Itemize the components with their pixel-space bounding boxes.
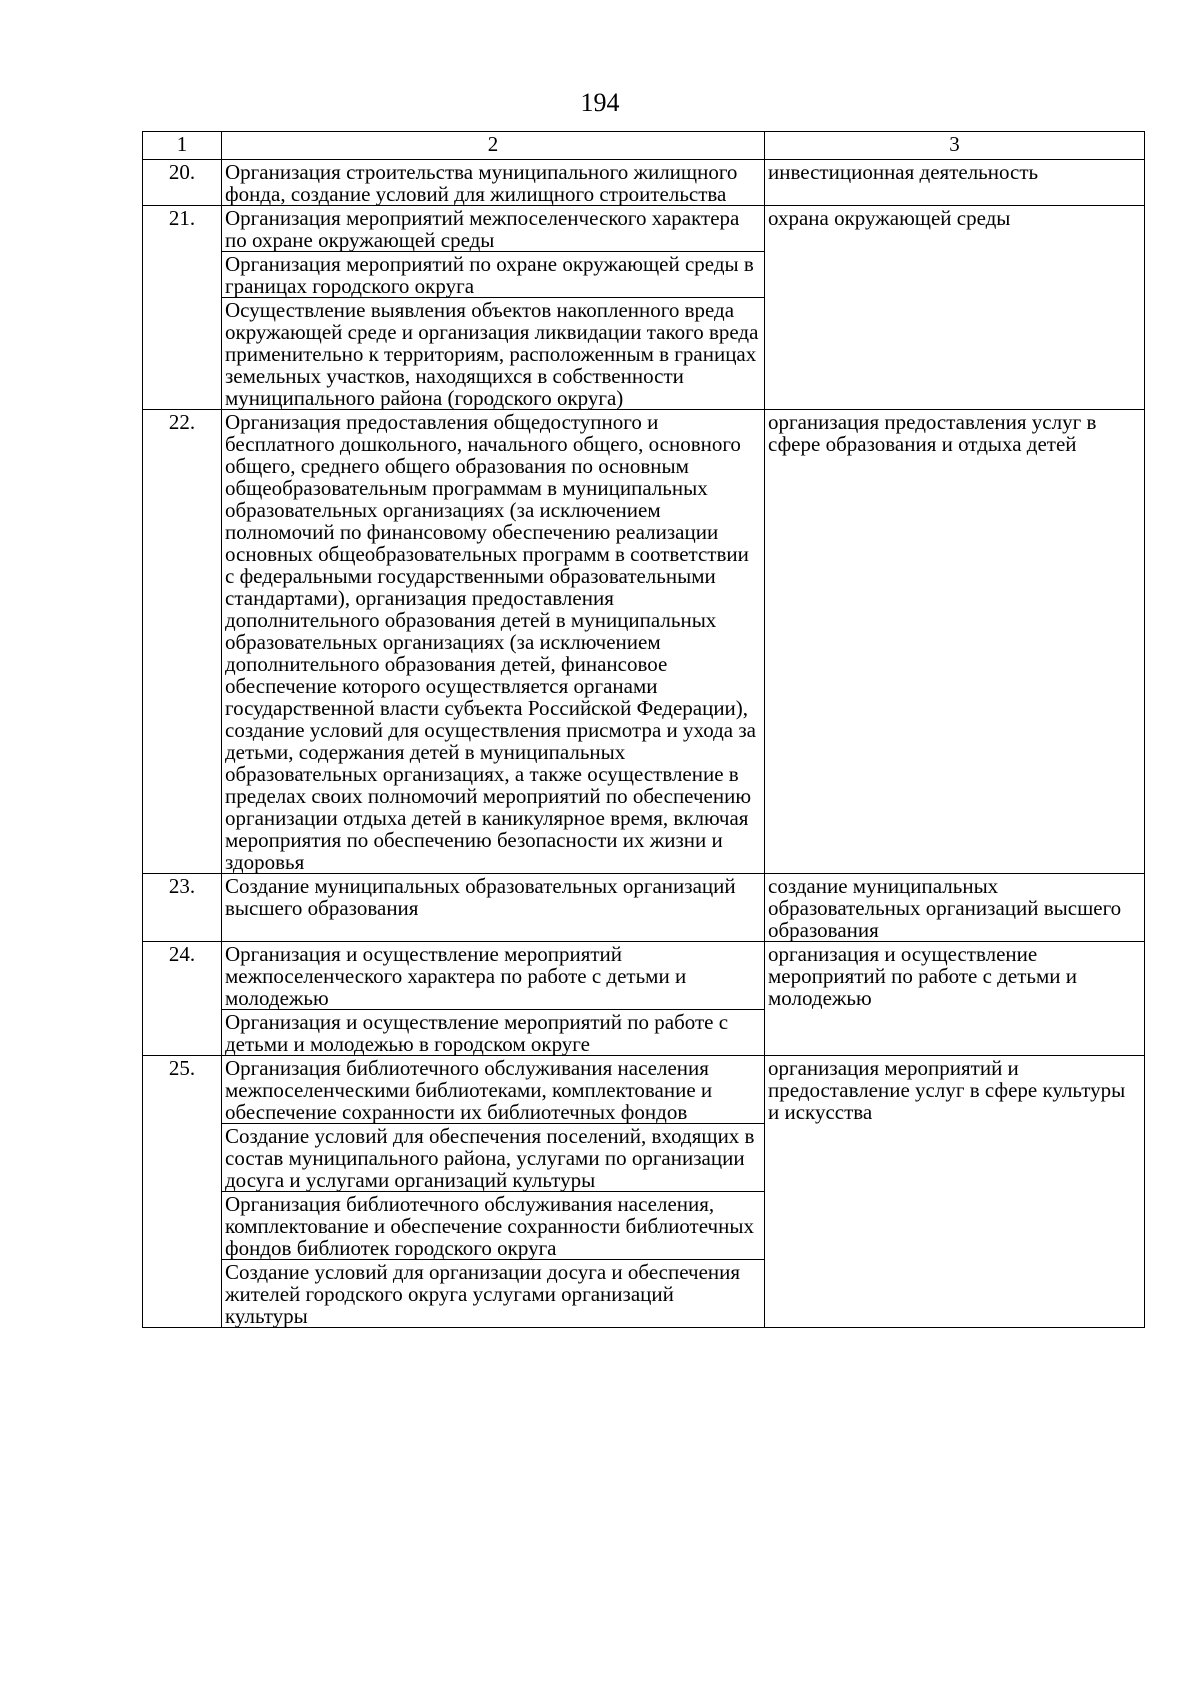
powers-table	[142, 131, 1145, 1328]
table-row	[143, 160, 1145, 206]
power-description: Создание условий для обеспечения поселений, входящих в состав муниципального района, услугами по организации досуга и услугами организаций культуры	[222, 1124, 765, 1192]
power-description: Организация и осуществление мероприятий межпоселенческого характера по работе с детьми и молодежью	[222, 942, 765, 1010]
power-description: Создание муниципальных образовательных организаций высшего образования	[222, 874, 765, 942]
power-description: Организация и осуществление мероприятий по работе с детьми и молодежью в городском округе	[222, 1010, 765, 1056]
power-description: Организация мероприятий межпоселенческого характера по охране окружающей среды	[222, 206, 765, 252]
power-description: Организация мероприятий по охране окружающей среды в границах городского округа	[222, 252, 765, 298]
table-row	[143, 1056, 1145, 1124]
row-number: 23.	[143, 874, 222, 942]
table-row	[143, 942, 1145, 1010]
activity-area: создание муниципальных образовательных организаций высшего образования	[765, 874, 1145, 942]
power-description: Организация библиотечного обслуживания населения, комплектование и обеспечение сохранности библиотечных фондов библиотек городского округа	[222, 1192, 765, 1260]
table-row	[143, 206, 1145, 252]
power-description: Создание условий для организации досуга и обеспечения жителей городского округа услугами организаций культуры	[222, 1260, 765, 1328]
activity-area: организация мероприятий и предоставление услуг в сфере культуры и искусства	[765, 1056, 1145, 1328]
row-number: 25.	[143, 1056, 222, 1328]
row-number: 21.	[143, 206, 222, 410]
power-description: Осуществление выявления объектов накопленного вреда окружающей среде и организация ликвидации такого вреда применительно к территориям, расположенным в границах земельных участков, находящихся в собственности муниципального района (городского округа)	[222, 298, 765, 410]
row-number: 24.	[143, 942, 222, 1056]
table-row	[143, 410, 1145, 874]
header-cell-1: 1	[143, 132, 222, 160]
table-header-row	[143, 132, 1145, 160]
page-number: 194	[580, 88, 620, 117]
row-number: 20.	[143, 160, 222, 206]
activity-area: охрана окружающей среды	[765, 206, 1145, 410]
activity-area: организация и осуществление мероприятий по работе с детьми и молодежью	[765, 942, 1145, 1056]
header-cell-3: 3	[765, 132, 1145, 160]
activity-area: организация предоставления услуг в сфере образования и отдыха детей	[765, 410, 1145, 874]
power-description: Организация библиотечного обслуживания населения межпоселенческими библиотеками, комплектование и обеспечение сохранности их библиотечных фондов	[222, 1056, 765, 1124]
table-row	[143, 874, 1145, 942]
row-number: 22.	[143, 410, 222, 874]
activity-area: инвестиционная деятельность	[765, 160, 1145, 206]
power-description: Организация предоставления общедоступного и бесплатного дошкольного, начального общего, основного общего, среднего общего образования по основным общеобразовательным программам в муниципальных образовательных организациях (за исключением полномочий по финансовому обеспечению реализации основных общеобразовательных программ в соответствии с федеральными государственными образовательными стандартами), организация предоставления дополнительного образования детей в муниципальных образовательных организациях (за исключением дополнительного образования детей, финансовое обеспечение которого осуществляется органами государственной власти субъекта Российской Федерации), создание условий для осуществления присмотра и ухода за детьми, содержания детей в муниципальных образовательных организациях, а также осуществление в пределах своих полномочий мероприятий по обеспечению организации отдыха детей в каникулярное время, включая мероприятия по обеспечению безопасности их жизни и здоровья	[222, 410, 765, 874]
header-cell-2: 2	[222, 132, 765, 160]
power-description: Организация строительства муниципального жилищного фонда, создание условий для жилищного строительства	[222, 160, 765, 206]
